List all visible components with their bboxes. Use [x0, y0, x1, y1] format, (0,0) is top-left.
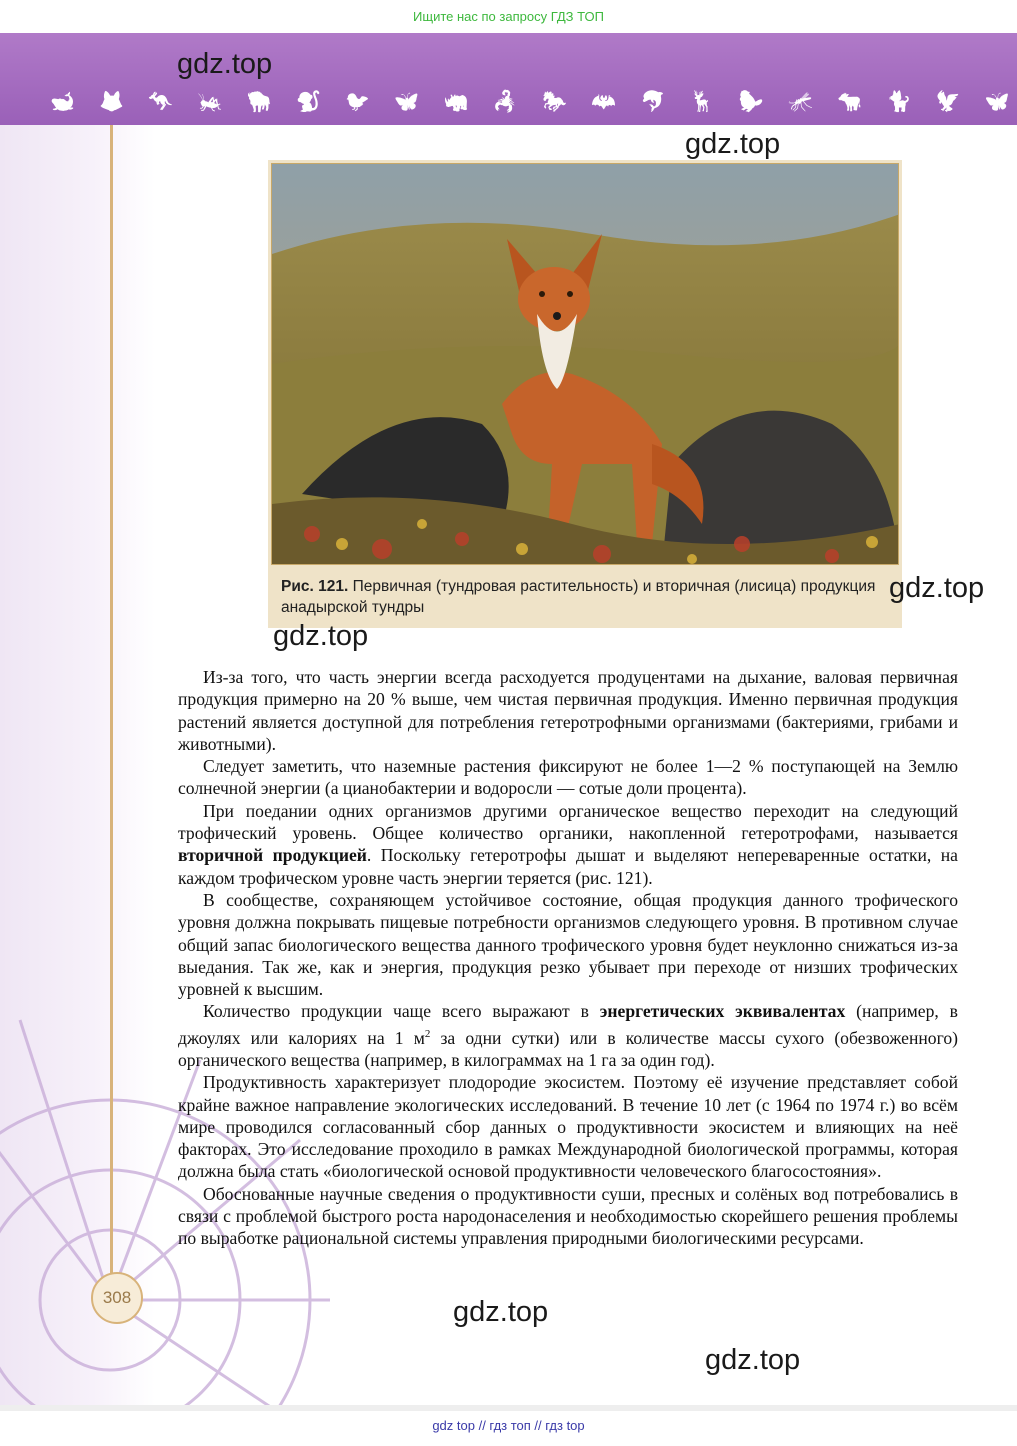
- animal-silhouette-row: [50, 88, 1010, 114]
- paragraph: Следует заметить, что наземные растения фиксируют не более 1—2 % поступающей на Землю солнечной энергии (а цианобактерии и водоросли — сотые доли процента).: [178, 756, 958, 799]
- whale-icon: 🐋: [50, 89, 75, 113]
- paragraph: Из-за того, что часть энергии всегда расходуется продуцентами на дыхание, валовая первичная продукция примерно на 20 % выше, чем чистая первичная продукция. Именно первичная продукция растений является доступной для потребления гетеротрофными организмами (бактериями, грибами и животными).: [178, 667, 958, 754]
- bird-icon: 🐦: [345, 89, 371, 113]
- top-banner: [0, 0, 1017, 33]
- figure-caption-text: Первичная (тундровая растительность) и вторичная (лисица) продукция анадырской тундры: [281, 578, 876, 616]
- term-energy-equivalents: энергетических эквивалентах: [599, 1001, 846, 1022]
- watermark: gdz.top: [685, 128, 781, 160]
- fox-icon: 🦊: [99, 89, 125, 113]
- deer-icon: 🦌: [689, 89, 715, 113]
- dragonfly-icon: 🦟: [788, 89, 813, 113]
- paragraph: [178, 800, 958, 889]
- top-banner-text[interactable]: Ищите нас по запросу ГДЗ ТОП: [413, 9, 604, 24]
- body-text: [178, 666, 958, 1250]
- term-secondary-production: вторичной продукцией: [178, 845, 367, 866]
- eagle-icon: 🦅: [935, 89, 961, 113]
- watermark: gdz.top: [889, 572, 985, 604]
- paragraph: Обоснованные научные сведения о продуктивности суши, пресных и солёных вод потребовались в связи с проблемой быстрого роста народонаселения и необходимостью скорейшего решения проблемы по выработке рациональной системы управления природными биологическими ресурсами.: [178, 1183, 958, 1249]
- figure-caption: [281, 576, 881, 618]
- figure-121: [268, 160, 902, 628]
- text-run: (например, в джоулях или калориях на 1 м: [178, 1001, 958, 1048]
- dolphin-icon: 🐬: [640, 89, 666, 113]
- rhino-icon: 🦏: [443, 89, 469, 113]
- cat-icon: 🐈: [886, 89, 912, 113]
- insect-icon: 🦗: [197, 89, 223, 113]
- watermark: gdz.top: [273, 620, 369, 652]
- butterfly-icon: 🦋: [394, 89, 420, 113]
- margin-rule: [110, 125, 113, 1275]
- fox-tundra-image: [272, 164, 899, 565]
- bison-icon: 🦬: [246, 89, 272, 113]
- paragraph: В сообществе, сохраняющем устойчивое состояние, общая продукция данного трофического уровня должна покрывать пищевые потребности организмов следующего уровня. В противном случае общий запас биологического вещества данного трофического уровня будет неуклонно снижаться из-за выедания. Так же, как и энергия, продукция резко убывает при переходе от низших трофических уровней к высшим.: [178, 889, 958, 1000]
- kangaroo-icon: 🦘: [148, 89, 174, 113]
- cow-icon: 🐄: [837, 89, 863, 113]
- page-number: 308: [91, 1272, 143, 1324]
- horse-icon: 🐎: [542, 89, 567, 113]
- text-run: за одни сутки) или в количестве массы сухого (обезвоженного) органического вещества (например, в килограммах на 1 га за один год).: [178, 1027, 959, 1070]
- paragraph: Продуктивность характеризует плодородие экосистем. Поэтому её изучение представляет собой крайне важное направление экологических исследований. В течение 10 лет (с 1964 по 1974 г.) во всём мире проводился согласованный сбор данных о продуктивности экосистем и влияющих на неё факторах. Это исследование проходило в рамках Международной биологической программы, которая должна была стать «биологической основой продуктивности человеческого благосостояния».: [178, 1072, 958, 1182]
- superscript: 2: [424, 1027, 431, 1040]
- bat-icon: 🦇: [591, 89, 617, 113]
- figure-label: Рис. 121.: [281, 578, 349, 595]
- meerkat-icon: 🦫: [738, 89, 764, 113]
- scorpion-icon: 🦂: [492, 89, 518, 113]
- watermark: gdz.top: [453, 1296, 549, 1328]
- watermark: gdz.top: [177, 48, 273, 80]
- butterfly2-icon: 🦋: [984, 89, 1010, 113]
- text-run: . Поскольку гетеротрофы дышат и выделяют непереваренные остатки, на каждом трофическом уровне часть энергии теряется (рис. 121).: [178, 845, 958, 888]
- text-run: Количество продукции чаще всего выражают в: [203, 1001, 600, 1022]
- fox-photo: [271, 163, 899, 565]
- footer-links[interactable]: gdz top // гдз топ // гдз top: [432, 1418, 585, 1433]
- text-run: При поедании одних организмов другими органическое вещество переходит на следующий трофический уровень. Общее количество органики, накопленной гетеротрофами, называется: [178, 800, 958, 844]
- monkey-icon: 🐒: [296, 89, 321, 113]
- watermark: gdz.top: [705, 1344, 801, 1376]
- paragraph: [178, 1000, 958, 1071]
